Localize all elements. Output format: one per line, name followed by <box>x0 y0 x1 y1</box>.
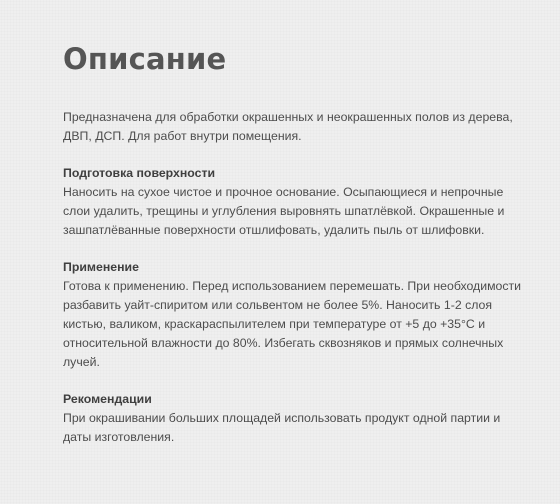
section-text: Наносить на сухое чистое и прочное основание. Осыпающиеся и непрочные слои удалить, трещины и углубления выровнять шпатлёвкой. Окрашенные и зашпатлёванные поверхности отшлифовать, удалить пыль от шлифовки. <box>63 185 505 237</box>
section-text: При окрашивании больших площадей использовать продукт одной партии и даты изготовления. <box>63 411 501 444</box>
page-title: Описание <box>63 42 227 76</box>
section-text: Готова к применению. Перед использованием перемешать. При необходимости разбавить уайт-спиритом или сольвентом не более 5%. Наносить 1-2 слоя кистью, валиком, краскараспылителем при температуре от +5 до +35°С и относительной влажности до 80%. Избегать сквозняков и прямых солнечных лучей. <box>63 279 522 369</box>
section-surface-preparation <box>63 164 523 240</box>
intro-text: Предназначена для обработки окрашенных и неокрашенных полов из дерева, ДВП, ДСП. Для работ внутри помещения. <box>63 110 513 143</box>
section-heading: Применение <box>63 260 139 274</box>
description-content <box>63 108 523 465</box>
section-recommendations <box>63 390 523 447</box>
section-application <box>63 258 523 372</box>
section-heading: Подготовка поверхности <box>63 166 216 180</box>
section-heading: Рекомендации <box>63 392 152 406</box>
